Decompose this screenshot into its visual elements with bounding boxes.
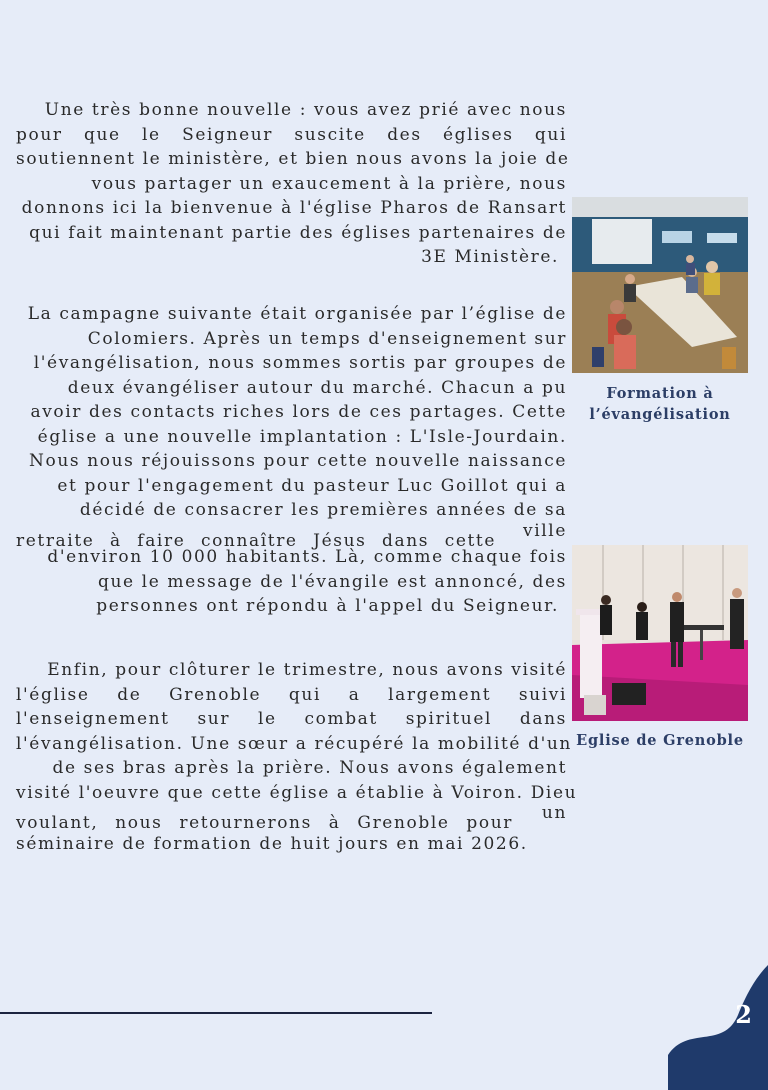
text-line: l'enseignement sur le combat spirituel dans	[16, 709, 567, 729]
text-line: personnes ont répondu à l'appel du Seigneur.	[96, 596, 559, 616]
text-line: de ses bras après la prière. Nous avons également	[52, 758, 567, 778]
text-line: et pour l'engagement du pasteur Luc Goillot qui a	[57, 475, 567, 496]
text-line: visité l'oeuvre que cette église a établie à Voiron. Dieu	[16, 782, 578, 803]
photo-caption-grenoble	[572, 730, 748, 751]
text-line: séminaire de formation de huit jours en mai 2026.	[16, 833, 528, 854]
text-line: décidé de consacrer les premières années de sa	[79, 500, 567, 520]
text-line: Une très bonne nouvelle : vous avez prié avec nous	[44, 100, 567, 120]
paragraph-grenoble	[16, 658, 578, 856]
caption-line: l’évangélisation	[589, 406, 731, 423]
church-stage-image	[572, 545, 748, 721]
text-line: l'église de Grenoble qui a largement suivi	[16, 684, 567, 705]
text-line: l'évangélisation. Une sœur a récupéré la mobilité d'un	[16, 733, 572, 754]
text-line: soutiennent le ministère, et bien nous avons la joie de	[16, 149, 570, 169]
text-line: 3E Ministère.	[421, 247, 559, 267]
corner-shape-fill	[668, 965, 768, 1090]
footer-divider	[0, 1012, 432, 1014]
text-line: donnons ici la bienvenue à l'église Pharos de Ransart	[21, 198, 567, 218]
text-line: voulant, nous retournerons à Grenoble pour	[16, 813, 513, 833]
text-line: pour que le Seigneur suscite des églises qui	[16, 124, 567, 145]
caption-line: Eglise de Grenoble	[576, 732, 744, 749]
photo-formation	[572, 197, 748, 373]
page-corner-shape	[668, 965, 768, 1090]
photo-caption-formation	[572, 383, 748, 425]
text-line: que le message de l'évangile est annoncé, des	[97, 571, 567, 592]
text-line: Nous nous réjouissons pour cette nouvelle naissance	[29, 451, 567, 471]
text-line: d'environ 10 000 habitants. Là, comme chaque fois	[47, 547, 567, 567]
page-number: 2	[735, 1000, 752, 1029]
text-line: Enfin, pour clôturer le trimestre, nous avons visité	[47, 660, 567, 680]
text-line: avoir des contacts riches lors de ces partages. Cette	[30, 402, 567, 422]
text-line: Colomiers. Après un temps d'enseignement sur	[87, 328, 567, 349]
text-line: deux évangéliser autour du marché. Chacun a pu	[67, 377, 567, 398]
training-room-image	[572, 197, 748, 373]
text-line: un	[541, 803, 567, 823]
photo-grenoble	[572, 545, 748, 721]
text-line: l'évangélisation, nous sommes sortis par groupes de	[33, 353, 567, 373]
paragraph-campaign	[16, 302, 567, 619]
text-line: La campagne suivante était organisée par l’église de	[27, 304, 567, 324]
text-line: vous partager un exaucement à la prière, nous	[91, 173, 567, 194]
text-line: qui fait maintenant partie des églises partenaires de	[29, 222, 567, 243]
text-line: ville	[523, 520, 567, 541]
text-line: église a une nouvelle implantation : L'Isle-Jourdain.	[37, 426, 567, 447]
caption-line: Formation à	[606, 385, 714, 402]
text-line: retraite à faire connaître Jésus dans cette	[16, 530, 496, 551]
paragraph-welcome	[16, 98, 570, 270]
